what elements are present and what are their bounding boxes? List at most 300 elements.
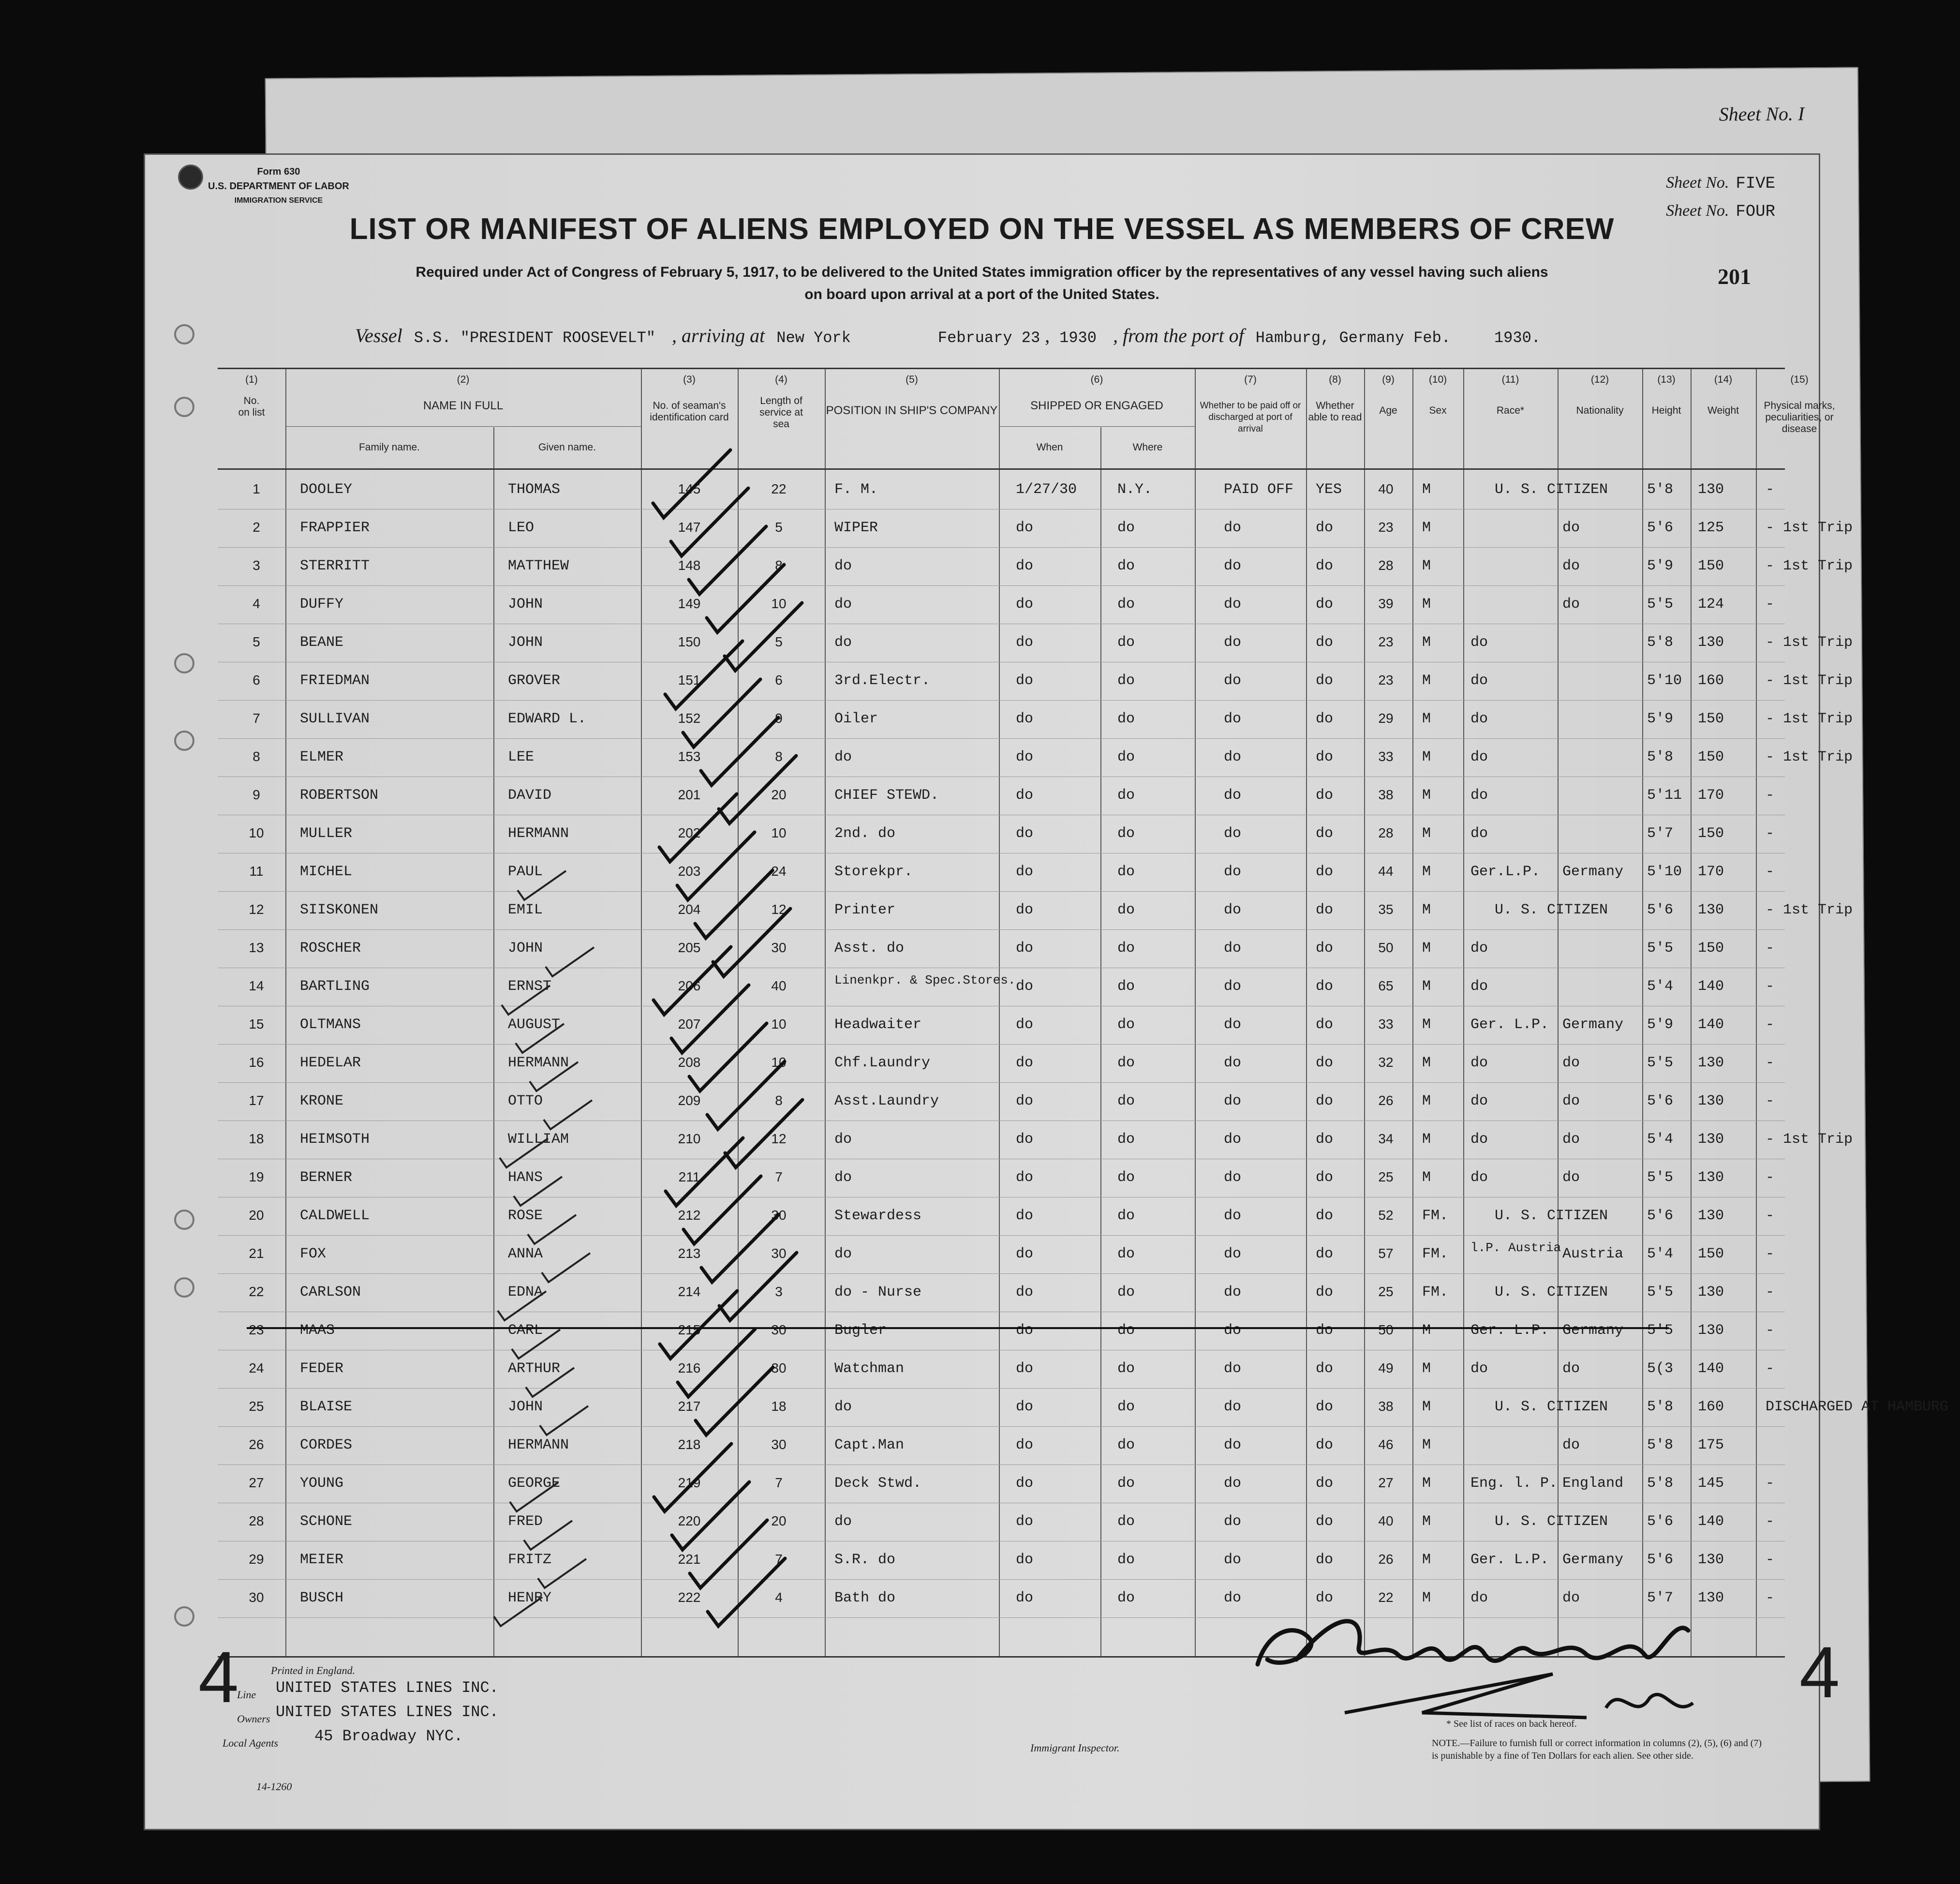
cell-length: 40: [771, 978, 787, 993]
cell-marks: -: [1766, 1284, 1775, 1301]
header-col-7: (7) Whether to be paid off or discharged at port of arrival: [1200, 374, 1301, 434]
cell-given: GROVER: [508, 673, 561, 689]
cell-nationality: do: [1562, 520, 1580, 536]
check-mark: [530, 1062, 578, 1091]
cell-card: 207: [678, 1017, 701, 1032]
cell-height: 5'6: [1647, 1208, 1674, 1224]
cell-where: do: [1117, 1322, 1135, 1339]
cell-given: THOMAS: [508, 481, 561, 498]
cell-length: 30: [771, 1208, 787, 1223]
cell-marks: -: [1766, 978, 1775, 995]
cell-where: do: [1117, 673, 1135, 689]
cell-read: YES: [1316, 481, 1342, 498]
cell-age: 57: [1378, 1246, 1394, 1261]
cell-given: JOHN: [508, 1399, 543, 1415]
cell-no: 2: [252, 520, 260, 535]
cell-paid: do: [1224, 940, 1242, 957]
header-col-8: (8) Whether able to read: [1308, 374, 1362, 423]
cell-when: do: [1016, 940, 1034, 957]
cell-card: 202: [678, 825, 701, 840]
cell-read: do: [1316, 1475, 1334, 1492]
cell-card: 209: [678, 1093, 701, 1108]
cell-sex: M: [1422, 864, 1431, 880]
cell-marks: -: [1766, 787, 1775, 804]
cell-race: do: [1470, 1055, 1488, 1071]
cell-length: 7: [775, 1552, 783, 1567]
cell-position: F. M.: [834, 481, 878, 498]
cell-length: 30: [771, 940, 787, 955]
cell-when: do: [1016, 1208, 1034, 1224]
cell-length: 9: [775, 711, 783, 726]
cell-age: 32: [1378, 1055, 1394, 1070]
cell-length: 10: [771, 825, 787, 840]
cell-paid: do: [1224, 1284, 1242, 1301]
cell-where: do: [1117, 1208, 1135, 1224]
cell-when: do: [1016, 1590, 1034, 1606]
cell-where: N.Y.: [1117, 481, 1153, 498]
cell-read: do: [1316, 1322, 1334, 1339]
cell-paid: do: [1224, 1246, 1242, 1262]
cell-sex: M: [1422, 1513, 1431, 1530]
cell-card: 150: [678, 634, 701, 649]
cell-weight: 125: [1698, 520, 1724, 536]
cell-read: do: [1316, 749, 1334, 765]
cell-sex: M: [1422, 825, 1431, 842]
cell-age: 40: [1378, 1513, 1394, 1528]
cell-sex: FM.: [1422, 1208, 1449, 1224]
inspector-check-marks: [145, 155, 1840, 1829]
cell-sex: M: [1422, 978, 1431, 995]
cell-card: 148: [678, 558, 701, 573]
cell-position: do: [834, 1246, 852, 1262]
cell-position: Chf.Laundry: [834, 1055, 931, 1071]
cell-nationality: Germany: [1562, 1017, 1624, 1033]
cell-where: do: [1117, 1437, 1135, 1453]
cell-family: CARLSON: [300, 1284, 361, 1301]
cell-given: EDNA: [508, 1284, 543, 1301]
cell-paid: do: [1224, 787, 1242, 804]
cell-where: do: [1117, 864, 1135, 880]
header-col-2: (2) NAME IN FULL: [423, 374, 504, 412]
cell-card: 203: [678, 864, 701, 879]
cell-read: do: [1316, 596, 1334, 613]
cell-card: 151: [678, 673, 701, 688]
cell-height: 5'6: [1647, 1513, 1674, 1530]
cell-age: 29: [1378, 711, 1394, 726]
cell-height: 5'9: [1647, 1017, 1674, 1033]
check-mark: [528, 1215, 576, 1244]
cell-height: 5'6: [1647, 902, 1674, 918]
cell-family: SULLIVAN: [300, 711, 370, 727]
cell-no: 6: [252, 673, 260, 688]
cell-sex: M: [1422, 1361, 1431, 1377]
cell-given: FRED: [508, 1513, 543, 1530]
cell-age: 40: [1378, 481, 1394, 496]
cell-when: do: [1016, 1284, 1034, 1301]
cell-position: do: [834, 749, 852, 765]
race-note: * See list of races on back hereof.: [1446, 1719, 1577, 1729]
cell-paid: do: [1224, 825, 1242, 842]
cell-paid: do: [1224, 1322, 1242, 1339]
header-col-4: (4) Length of service at sea: [759, 374, 803, 430]
cell-age: 39: [1378, 596, 1394, 611]
cell-card: 211: [678, 1169, 700, 1184]
check-mark: [494, 1597, 542, 1626]
cell-race: Ger. L.P.: [1470, 1017, 1549, 1033]
cell-when: do: [1016, 825, 1034, 842]
cell-when: do: [1016, 902, 1034, 918]
cell-card: 149: [678, 596, 701, 611]
cell-sex: M: [1422, 1131, 1431, 1148]
cell-sex: M: [1422, 711, 1431, 727]
cell-marks: -: [1766, 481, 1775, 498]
cell-weight: 130: [1698, 902, 1724, 918]
cell-height: 5'8: [1647, 634, 1674, 651]
cell-age: 27: [1378, 1475, 1394, 1490]
cell-given: GEORGE: [508, 1475, 561, 1492]
cell-no: 11: [249, 864, 264, 879]
cell-weight: 160: [1698, 1399, 1724, 1415]
cell-given: LEE: [508, 749, 535, 765]
header-col-13: (13) Height: [1651, 374, 1681, 416]
cell-given: MATTHEW: [508, 558, 569, 574]
cell-paid: do: [1224, 520, 1242, 536]
cell-race: do: [1470, 978, 1488, 995]
cell-height: 5'5: [1647, 1322, 1674, 1339]
cell-no: 4: [252, 596, 260, 611]
cell-race: do: [1470, 1590, 1488, 1606]
cell-sex: M: [1422, 749, 1431, 765]
form-code: 14-1260: [256, 1780, 292, 1793]
cell-marks: - 1st Trip: [1766, 1131, 1853, 1148]
cell-no: 12: [249, 902, 264, 917]
cell-height: 5'11: [1647, 787, 1682, 804]
check-mark: [653, 947, 731, 1015]
cell-where: do: [1117, 1475, 1135, 1492]
cell-family: BEANE: [300, 634, 344, 651]
cell-position: do: [834, 558, 852, 574]
cell-age: 38: [1378, 787, 1394, 802]
cell-given: ERNST: [508, 978, 552, 995]
cell-read: do: [1316, 902, 1334, 918]
cell-where: do: [1117, 1131, 1135, 1148]
cell-marks: -: [1766, 1093, 1775, 1109]
cell-paid: do: [1224, 1131, 1242, 1148]
cell-age: 28: [1378, 825, 1394, 840]
cell-given: ROSE: [508, 1208, 543, 1224]
cell-marks: - 1st Trip: [1766, 749, 1853, 765]
cell-given: HENRY: [508, 1590, 552, 1606]
cell-when: do: [1016, 1322, 1034, 1339]
cell-family: MICHEL: [300, 864, 353, 880]
vessel-line: Vessel S.S. "PRESIDENT ROOSEVELT" , arriving at New York February 23 , 1930 , from the port of Hamburg, Germany Feb. 1930.: [355, 325, 1541, 347]
cell-length: 5: [775, 520, 783, 535]
cell-sex: M: [1422, 596, 1431, 613]
cell-race: do: [1470, 1169, 1488, 1186]
cell-height: 5'5: [1647, 596, 1674, 613]
cell-paid: do: [1224, 1513, 1242, 1530]
cell-length: 30: [771, 1246, 787, 1261]
cell-when: 1/27/30: [1016, 481, 1077, 498]
cell-marks: -: [1766, 1361, 1775, 1377]
cell-given: AUGUST: [508, 1017, 561, 1033]
cell-when: do: [1016, 1437, 1034, 1453]
cell-race: Eng. l. P.: [1470, 1475, 1558, 1492]
cell-where: do: [1117, 1552, 1135, 1568]
cell-nationality: Germany: [1562, 1552, 1624, 1568]
cell-card: 217: [678, 1399, 701, 1414]
cell-read: do: [1316, 940, 1334, 957]
cell-where: do: [1117, 1169, 1135, 1186]
cell-card: 219: [678, 1475, 701, 1490]
manifest-page: [145, 155, 1949, 1829]
cell-race: do: [1470, 787, 1488, 804]
cell-marks: - 1st Trip: [1766, 711, 1853, 727]
cell-length: 20: [771, 1513, 787, 1528]
cell-height: 5'4: [1647, 978, 1674, 995]
cell-when: do: [1016, 634, 1034, 651]
cell-nationality: do: [1562, 558, 1580, 574]
cell-where: do: [1117, 749, 1135, 765]
cell-read: do: [1316, 711, 1334, 727]
cell-read: do: [1316, 1169, 1334, 1186]
cell-paid: do: [1224, 634, 1242, 651]
cell-no: 19: [249, 1169, 264, 1184]
cell-height: 5'10: [1647, 673, 1682, 689]
cell-height: 5'8: [1647, 481, 1674, 498]
cell-weight: 130: [1698, 1552, 1724, 1568]
cell-length: 24: [771, 864, 787, 879]
cell-paid: do: [1224, 673, 1242, 689]
cell-no: 5: [252, 634, 260, 649]
cell-given: WILLIAM: [508, 1131, 569, 1148]
cell-race: do: [1470, 825, 1488, 842]
cell-weight: 130: [1698, 1590, 1724, 1606]
cell-sex: M: [1422, 787, 1431, 804]
cell-when: do: [1016, 596, 1034, 613]
cell-given: DAVID: [508, 787, 552, 804]
cell-nationality: Germany: [1562, 864, 1624, 880]
header-col-5: (5) POSITION IN SHIP'S COMPANY: [826, 374, 998, 417]
cell-paid: do: [1224, 749, 1242, 765]
cell-paid: do: [1224, 1437, 1242, 1453]
header-col-12: (12) Nationality: [1576, 374, 1624, 416]
cell-when: do: [1016, 1093, 1034, 1109]
cell-paid: do: [1224, 1017, 1242, 1033]
cell-length: 10: [771, 1055, 787, 1070]
check-mark: [498, 1291, 546, 1320]
cell-age: 23: [1378, 520, 1394, 535]
cell-sex: M: [1422, 1437, 1431, 1453]
cell-card: 214: [678, 1284, 701, 1299]
cell-race: do: [1470, 711, 1488, 727]
header-col-9: (9) Age: [1379, 374, 1397, 416]
cell-nationality: do: [1562, 1093, 1580, 1109]
cell-given: EDWARD L.: [508, 711, 587, 727]
cell-paid: do: [1224, 1590, 1242, 1606]
cell-paid: do: [1224, 864, 1242, 880]
cell-race: Ger. L.P.: [1470, 1552, 1549, 1568]
cell-marks: -: [1766, 1246, 1775, 1262]
cell-read: do: [1316, 634, 1334, 651]
cell-age: 38: [1378, 1399, 1394, 1414]
cell-family: DOOLEY: [300, 481, 353, 498]
manifest-footer: 4 Printed in England. Line UNITED STATES LINES INC. Owners UNITED STATES LINES INC. Local Agents 45 Broadway NYC. 14-1260 Immigrant Inspector. * See list of races on back hereof. NOTE.—Failure to furnish full or correct information in columns (2), (5), (6) and (7) is punishable by a fine of Ten Dollars for each alien. See other side. 4: [198, 1631, 1840, 1793]
cell-marks: - 1st Trip: [1766, 520, 1853, 536]
cell-sex: M: [1422, 1399, 1431, 1415]
check-mark: [654, 1444, 731, 1511]
cell-no: 8: [252, 749, 260, 764]
cell-marks: -: [1766, 1055, 1775, 1071]
cell-where: do: [1117, 1246, 1135, 1262]
cell-weight: 130: [1698, 634, 1724, 651]
cell-height: 5'8: [1647, 1437, 1674, 1453]
cell-race: do: [1470, 1093, 1488, 1109]
cell-when: do: [1016, 711, 1034, 727]
cell-when: do: [1016, 673, 1034, 689]
cell-age: 49: [1378, 1361, 1394, 1376]
cell-weight: 160: [1698, 673, 1724, 689]
cell-position: Printer: [834, 902, 896, 918]
cell-given: CARL: [508, 1322, 543, 1339]
fine-note: NOTE.—Failure to furnish full or correct information in columns (2), (5), (6) and (7) is punishable by a fine of Ten Dollars for each alien. See other side.: [1432, 1738, 1762, 1761]
cell-card: 218: [678, 1437, 701, 1452]
cell-where: do: [1117, 940, 1135, 957]
cell-position: do: [834, 1513, 852, 1530]
cell-age: 26: [1378, 1552, 1394, 1567]
cell-when: do: [1016, 520, 1034, 536]
cell-weight: 130: [1698, 1169, 1724, 1186]
cell-age: 50: [1378, 940, 1394, 955]
cell-length: 30: [771, 1322, 787, 1337]
cell-when: do: [1016, 1017, 1034, 1033]
cell-where: do: [1117, 1017, 1135, 1033]
cell-race: Ger. L.P.: [1470, 1322, 1549, 1339]
cell-height: 5'4: [1647, 1131, 1674, 1148]
cell-nationality: do: [1562, 1055, 1580, 1071]
cell-read: do: [1316, 825, 1334, 842]
cell-length: 20: [771, 787, 787, 802]
cell-where: do: [1117, 1513, 1135, 1530]
cell-card: 145: [678, 481, 701, 496]
cell-family: HEDELAR: [300, 1055, 361, 1071]
cell-position: Deck Stwd.: [834, 1475, 922, 1492]
cell-weight: 130: [1698, 1322, 1724, 1339]
cell-family: YOUNG: [300, 1475, 344, 1492]
cell-no: 21: [249, 1246, 264, 1261]
cell-where: do: [1117, 1284, 1135, 1301]
line-value: UNITED STATES LINES INC.: [276, 1679, 499, 1697]
cell-sex: M: [1422, 1322, 1431, 1339]
cell-age: 22: [1378, 1590, 1394, 1605]
cell-weight: 150: [1698, 711, 1724, 727]
cell-no: 24: [249, 1361, 264, 1376]
cell-position: Watchman: [834, 1361, 905, 1377]
cell-race: do: [1470, 673, 1488, 689]
cell-age: 25: [1378, 1169, 1394, 1184]
header-col-3: (3) No. of seaman's identification card: [650, 374, 729, 423]
check-mark: [524, 1521, 572, 1550]
cell-marks: - 1st Trip: [1766, 634, 1853, 651]
cell-sex: FM.: [1422, 1284, 1449, 1301]
cell-when: do: [1016, 1399, 1034, 1415]
cell-nationality: U. S. CITIZEN: [1495, 1513, 1608, 1530]
cell-when: do: [1016, 978, 1034, 995]
cell-family: KRONE: [300, 1093, 344, 1109]
cell-length: 8: [775, 1093, 783, 1108]
cell-when: do: [1016, 1552, 1034, 1568]
cell-where: do: [1117, 1590, 1135, 1606]
cell-weight: 150: [1698, 825, 1724, 842]
cell-no: 13: [249, 940, 264, 955]
cell-position: Oiler: [834, 711, 878, 727]
cell-card: 152: [678, 711, 701, 726]
cell-family: STERRITT: [300, 558, 370, 574]
cell-read: do: [1316, 520, 1334, 536]
cell-age: 28: [1378, 558, 1394, 573]
cell-weight: 145: [1698, 1475, 1724, 1492]
cell-nationality: U. S. CITIZEN: [1495, 902, 1608, 918]
cell-weight: 150: [1698, 940, 1724, 957]
cell-read: do: [1316, 1208, 1334, 1224]
header-where: Where: [1132, 442, 1163, 453]
cell-family: MULLER: [300, 825, 353, 842]
cell-read: do: [1316, 558, 1334, 574]
cell-given: JOHN: [508, 596, 543, 613]
cell-length: 18: [771, 1399, 787, 1414]
cell-when: do: [1016, 1055, 1034, 1071]
cell-marks: -: [1766, 1590, 1775, 1606]
cell-length: 8: [775, 558, 783, 573]
cell-height: 5'10: [1647, 864, 1682, 880]
cell-read: do: [1316, 978, 1334, 995]
cell-no: 22: [249, 1284, 264, 1299]
check-mark: [546, 947, 594, 976]
cell-read: do: [1316, 1552, 1334, 1568]
cell-position: Asst.Laundry: [834, 1093, 939, 1109]
cell-where: do: [1117, 1093, 1135, 1109]
cell-height: 5'5: [1647, 1284, 1674, 1301]
cell-family: ELMER: [300, 749, 344, 765]
cell-height: 5'9: [1647, 558, 1674, 574]
cell-marks: -: [1766, 1169, 1775, 1186]
cell-read: do: [1316, 1513, 1334, 1530]
cell-no: 9: [252, 787, 260, 802]
cell-family: BLAISE: [300, 1399, 353, 1415]
cell-card: 210: [678, 1131, 701, 1146]
cell-marks: -: [1766, 596, 1775, 613]
cell-marks: -: [1766, 1552, 1775, 1568]
cell-when: do: [1016, 1169, 1034, 1186]
cell-card: 212: [678, 1208, 701, 1223]
cell-where: do: [1117, 558, 1135, 574]
cell-race: do: [1470, 940, 1488, 957]
cell-marks: - 1st Trip: [1766, 673, 1853, 689]
inspector-label: Immigrant Inspector.: [1030, 1742, 1120, 1754]
cell-card: 213: [678, 1246, 701, 1261]
cell-card: 205: [678, 940, 701, 955]
cell-no: 20: [249, 1208, 264, 1223]
cell-marks: -: [1766, 825, 1775, 842]
cell-nationality: U. S. CITIZEN: [1495, 1284, 1608, 1301]
cell-no: 27: [249, 1475, 264, 1490]
cell-read: do: [1316, 1590, 1334, 1606]
right-page-number: 4: [1799, 1631, 1840, 1713]
cell-when: do: [1016, 864, 1034, 880]
cell-weight: 170: [1698, 787, 1724, 804]
cell-height: 5'5: [1647, 940, 1674, 957]
cell-height: 5'7: [1647, 1590, 1674, 1606]
